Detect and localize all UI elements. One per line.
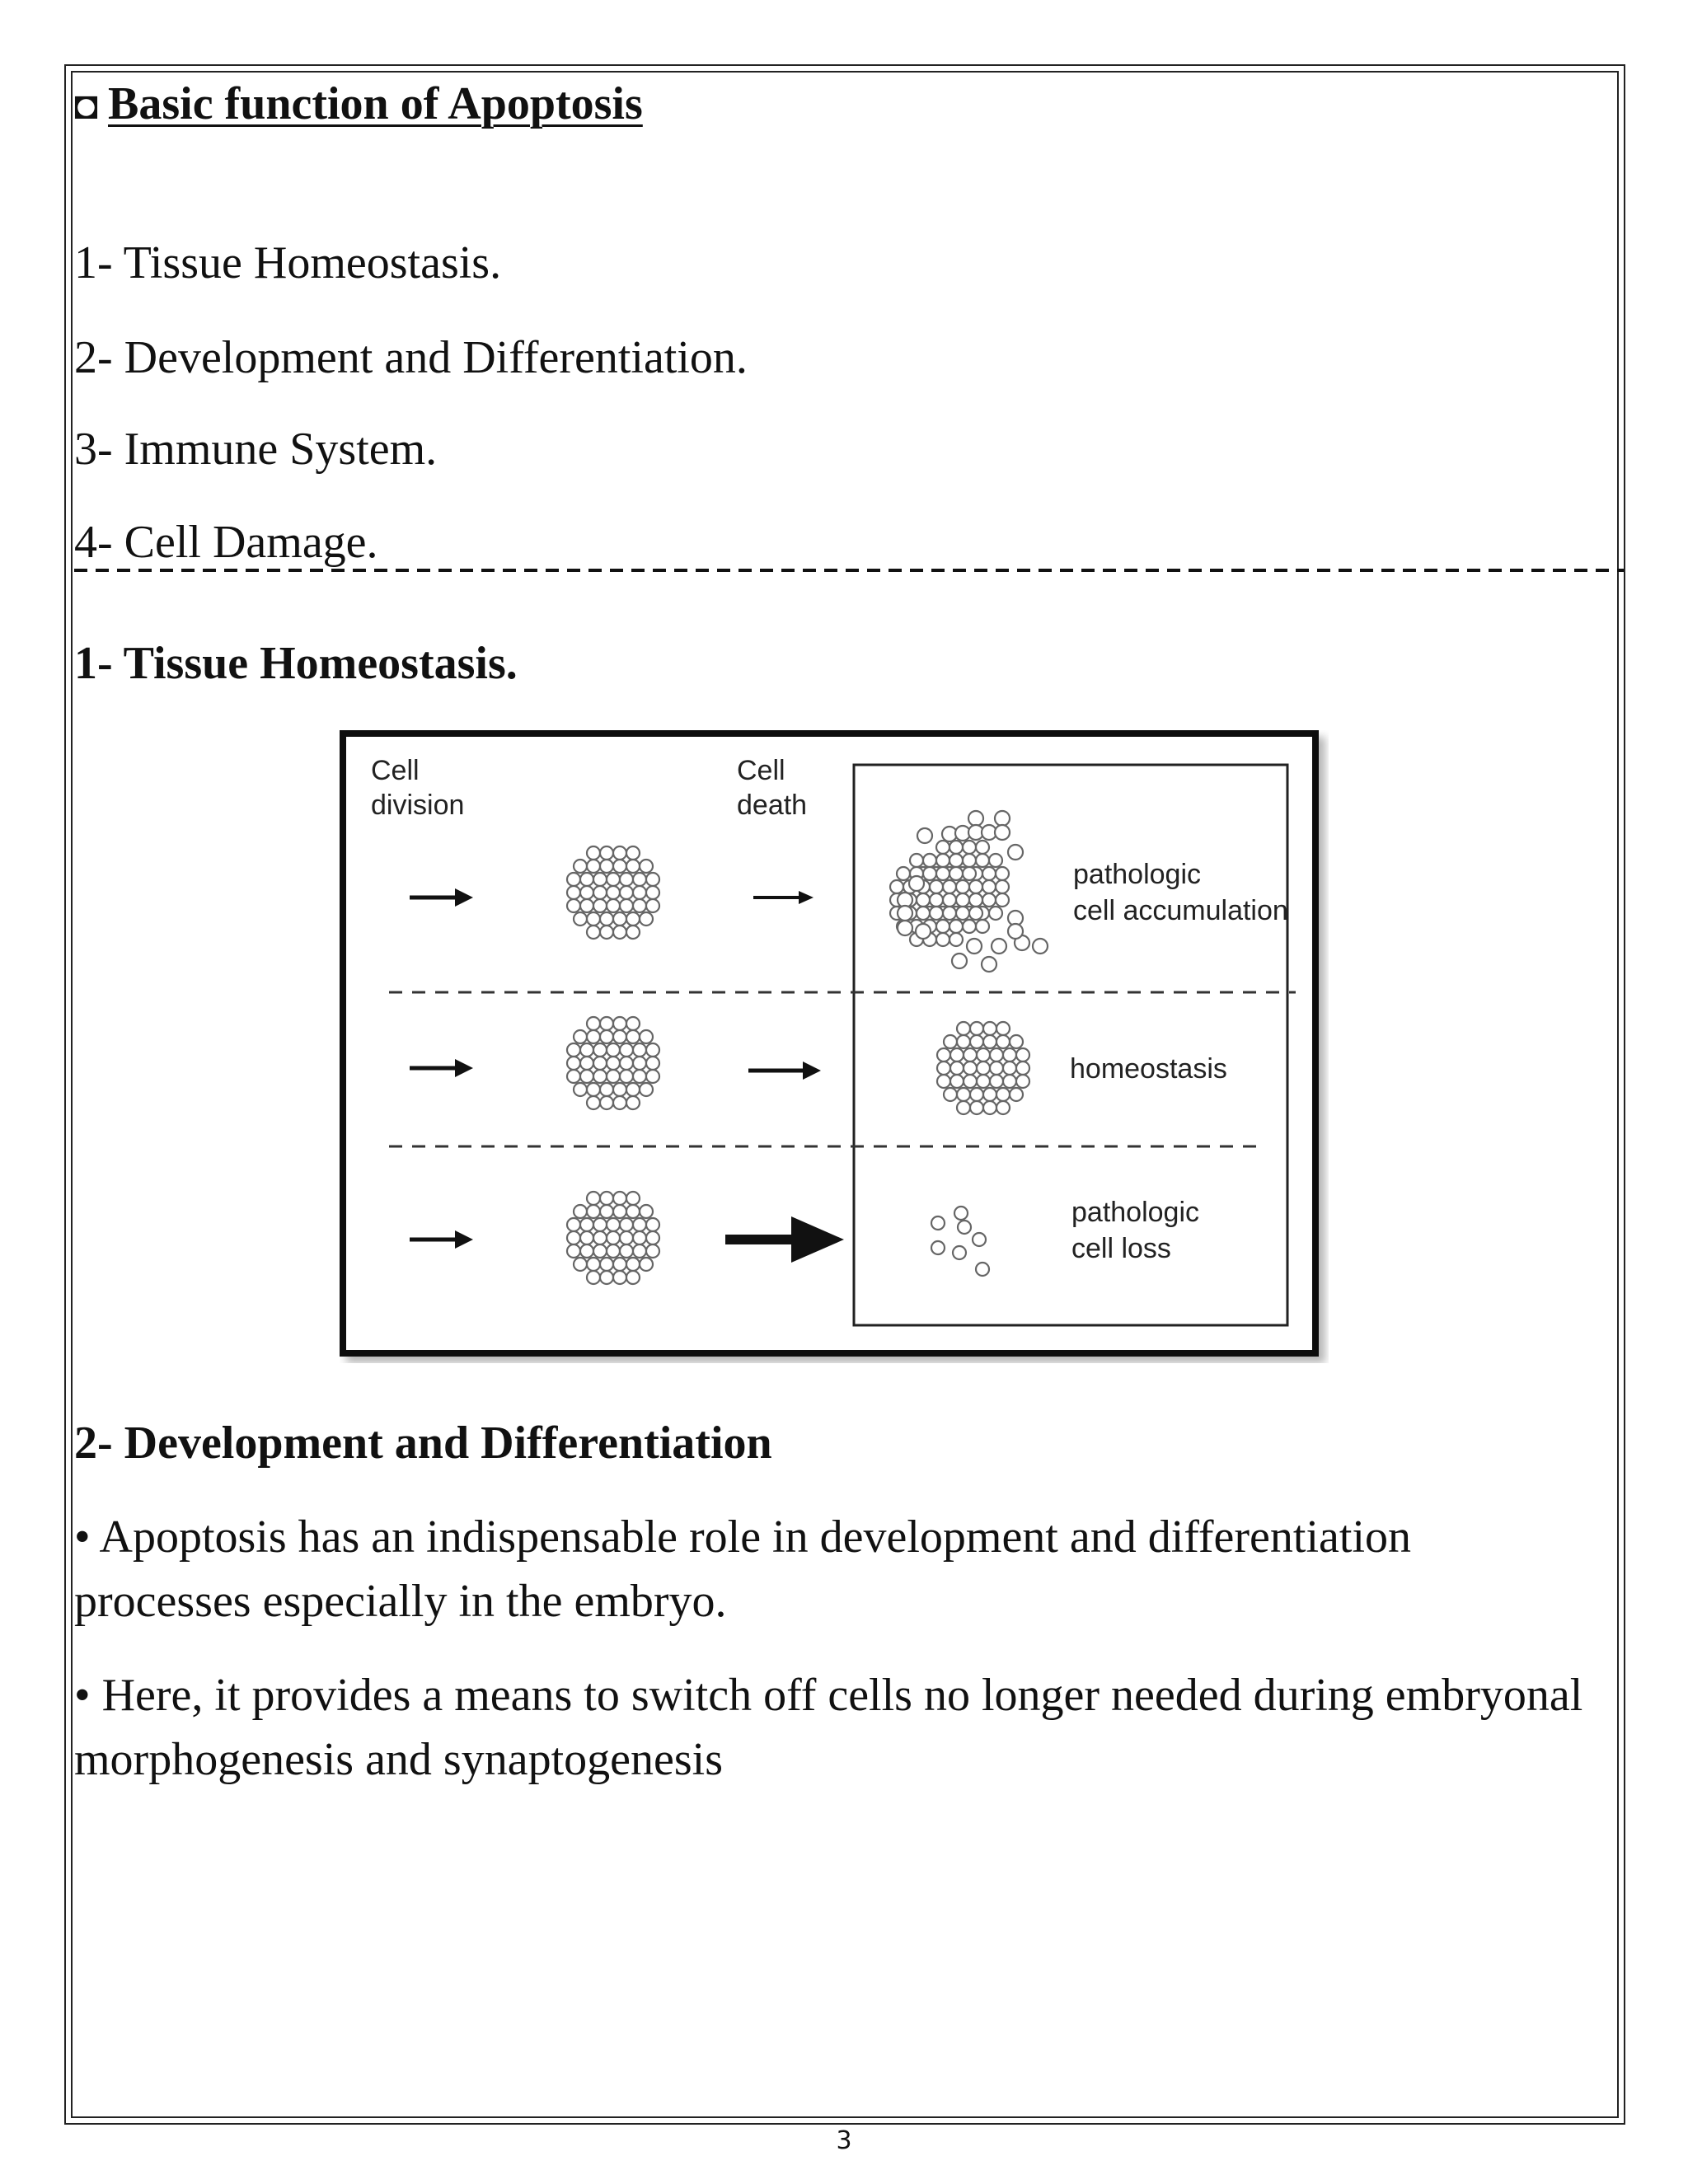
paragraph-bullet-2: • Here, it provides a means to switch off cells no longer needed during embryonal morphogenesis and synaptogenesis [74, 1670, 1583, 1785]
label-pathologic-loss-1: pathologic [1071, 1197, 1200, 1228]
label-pathologic-loss-2: cell loss [1071, 1233, 1171, 1264]
header-cell-division-2: division [371, 790, 465, 821]
function-item-3: 3- Immune System. [74, 424, 438, 475]
function-item-1: 1- Tissue Homeostasis. [74, 237, 502, 288]
header-cell-division-1: Cell [371, 755, 420, 786]
main-heading [74, 71, 643, 139]
page-number: 3 [836, 2126, 852, 2155]
homeostasis-diagram [340, 730, 1329, 1363]
main-heading-title: Basic function of Apoptosis [108, 78, 643, 129]
dashed-separator [74, 569, 1624, 572]
paragraph-bullet-1: • Apoptosis has an indispensable role in development and differentiation processes especially in the embryo. [74, 1511, 1412, 1627]
header-cell-death-1: Cell [737, 755, 785, 786]
square-bullet-icon: ◘ [74, 84, 98, 128]
label-homeostasis: homeostasis [1070, 1053, 1227, 1085]
function-item-2: 2- Development and Differentiation. [74, 332, 748, 383]
label-pathologic-accumulation-2: cell accumulation [1073, 895, 1288, 926]
function-item-4: 4- Cell Damage. [74, 517, 378, 568]
label-pathologic-accumulation-1: pathologic [1073, 859, 1202, 890]
header-cell-death-2: death [737, 790, 808, 821]
section-heading-development: 2- Development and Differentiation [74, 1418, 772, 1469]
section-heading-tissue-homeostasis: 1- Tissue Homeostasis. [74, 638, 518, 689]
